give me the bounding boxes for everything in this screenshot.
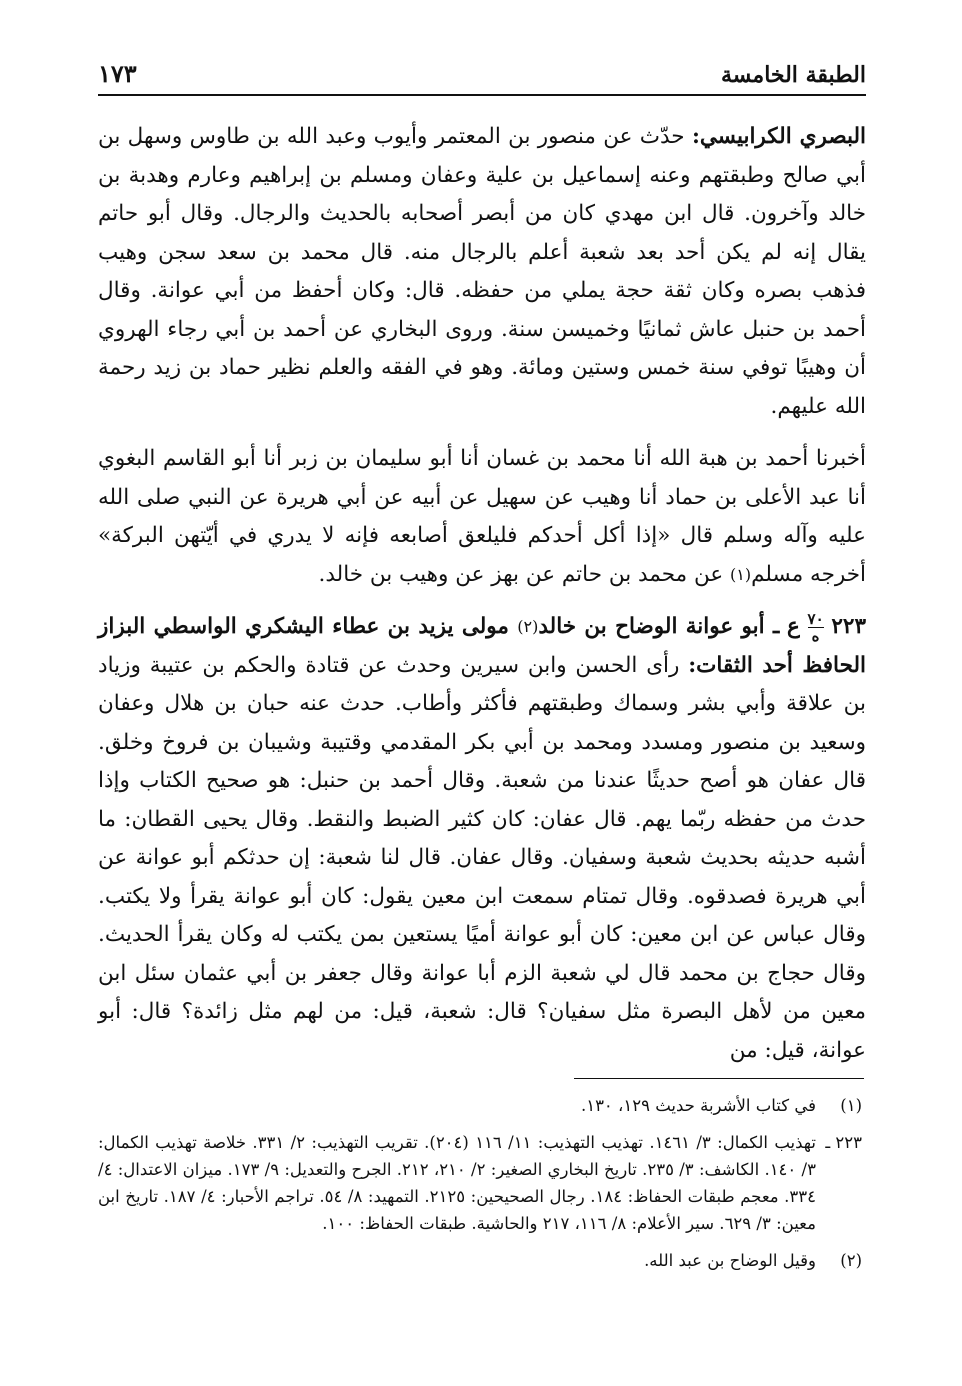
entry-text: رأى الحسن وابن سيرين وحدث عن قتادة والحكم بن عتيبة وزياد بن علاقة وأبي بشر وسماك وطبقتهم فأكثر وأطاب. حدث عنه حبان بن هلال وعفان وسعيد بن منصور ومسدد ومحمد بن أبي بكر المقدمي وقتيبة وشيبان بن فروخ وخلق. قال عفان هو أصح حديثًا عندنا من شعبة. وقال أحمد بن حنبل: هو صحيح الكتاب وإذا حدث من حفظه ربّما يهم. قال عفان: كان كثير الضبط والنقط. وقال يحيى القطان: ما أشبه حديثه بحديث شعبة وسفيان. وقال عفان. قال لنا شعبة: إن حدثكم أبو عوانة عن أبي هريرة فصدقوه. وقال تمتام سمعت ابن معين يقول: كان أبو عوانة يقرأ ولا يكتب. وقال عباس عن ابن معين: كان أبو عوانة أميًا يستعين بمن يكتب له وكان يقرأ الحديث. وقال حجاج بن محمد قال لي شعبة الزم أبا عوانة وقال جعفر بن أبي عثمان سئل ابن معين من لأهل البصرة مثل سفيان؟ قال: شعبة، قيل: من لهم مثل زائدة؟ قال: أبو عوانة، قيل: من bbox=[98, 652, 866, 1063]
footnote-number: ٢٢٣ ـ bbox=[825, 1133, 862, 1152]
death-year-top: ٧٠ bbox=[807, 609, 824, 628]
footnote-text: وقيل الوضاح بن عبد الله. bbox=[644, 1251, 816, 1270]
footnote bbox=[98, 1129, 866, 1237]
paragraph-hadith bbox=[98, 440, 866, 594]
paragraph-text: حدّث عن منصور بن المعتمر وأيوب وعبد الله بن طاوس وسهل بن أبي صالح وطبقتهم وعنه إسماعيل بن علية وعفان ومسلم بن إبراهيم وعارم وهدبة بن خالد وآخرون. قال ابن مهدي كان من أبصر أصحابه بالحديث والرجال. وقال أبو حاتم يقال إنه لم يكن أحد بعد شعبة أعلم بالرجال منه. قال محمد بن سعد سجن وهيب فذهب بصره وكان ثقة حجة يملي من حفظه. قال: وكان أحفظ من أبي عوانة. وقال أحمد بن حنبل عاش ثمانيًا وخميسن سنة. وروى البخاري عن أحمد بن أبي رجاء الهروي أن وهيبًا توفي سنة خمس وستين ومائة. وهو في الفقه والعلم نظير حماد بن زيد رحمة الله عليهم. bbox=[98, 124, 866, 419]
running-title: الطبقة الخامسة bbox=[720, 62, 866, 88]
footnote-ref: (١) bbox=[730, 564, 752, 584]
footnote bbox=[98, 1092, 866, 1119]
footnotes bbox=[98, 1092, 866, 1284]
entry-name: ـ أبو عوانة الوضاح بن خالد bbox=[538, 614, 780, 639]
footnote bbox=[98, 1247, 866, 1274]
page-number: ١٧٣ bbox=[98, 59, 137, 88]
entry-name-rest: مولى يزيد بن عطاء اليشكري الواسطي البزاز الحافظ أحد الثقات: bbox=[98, 614, 866, 678]
entry-death-year bbox=[808, 611, 824, 644]
footnote-separator bbox=[574, 1078, 864, 1079]
paragraph-biography-end bbox=[98, 118, 866, 426]
footnote-text: تهذيب الكمال: ٣/ ١٤٦١. تهذيب التهذيب: ١١/ ١١٦ (٢٠٤). تقريب التهذيب: ٢/ ٣٣١. خلاصة تهذيب الكمال: ٣/ ١٤٠. الكاشف: ٣/ ٢٣٥. تاريخ البخاري الصغير: ٢/ ٢١٠، ٢١٢. الجرح والتعديل: ٩/ ١٧٣. ميزان الاعتدال: ٤/ ٣٣٤. معجم طبقات الحفاظ: ١٨٤. رجال الصحيحين: ٢١٢٥. التمهيد: ٨/ ٥٤. تراجم الأحبار: ٤/ ١٨٧. تاريخ ابن معين: ٣/ ٦٢٩. سير الأعلام: ٨/ ١١٦، ٢١٧ والحاشية. طبقات الحفاظ: ١٠٠. bbox=[98, 1133, 817, 1233]
footnote-ref: (٢) bbox=[517, 617, 539, 636]
footnote-text: في كتاب الأشربة حديث ١٢٩، ١٣٠. bbox=[580, 1096, 816, 1115]
entry-code: ع bbox=[786, 614, 800, 639]
page-header bbox=[98, 38, 866, 96]
death-year-bottom: ه bbox=[811, 626, 820, 645]
main-text bbox=[98, 118, 866, 1070]
paragraph-text: أخبرنا أحمد بن هبة الله أنا محمد بن غسان أنا أبو سليمان بن زبر أنا أبو القاسم البغوي أنا عبد الأعلى بن حماد أنا وهيب عن سهيل عن أبيه عن أبي هريرة عن النبي صلى الله عليه وآله وسلم قال «إذا أكل أحدكم فليلعق أصابعه فإنه لا يدري في أيّتهن البركة» أخرجه مسلم bbox=[98, 446, 866, 587]
footnote-number: (١) bbox=[840, 1096, 862, 1115]
paragraph-text: عن محمد بن حاتم عن بهز عن وهيب بن خالد. bbox=[318, 561, 730, 587]
paragraph-label: البصري الكرابيسي: bbox=[691, 124, 867, 149]
entry-number: ٢٢٣ bbox=[831, 614, 866, 639]
entry-abu-awana bbox=[98, 608, 866, 1070]
footnote-number: (٢) bbox=[840, 1251, 862, 1270]
